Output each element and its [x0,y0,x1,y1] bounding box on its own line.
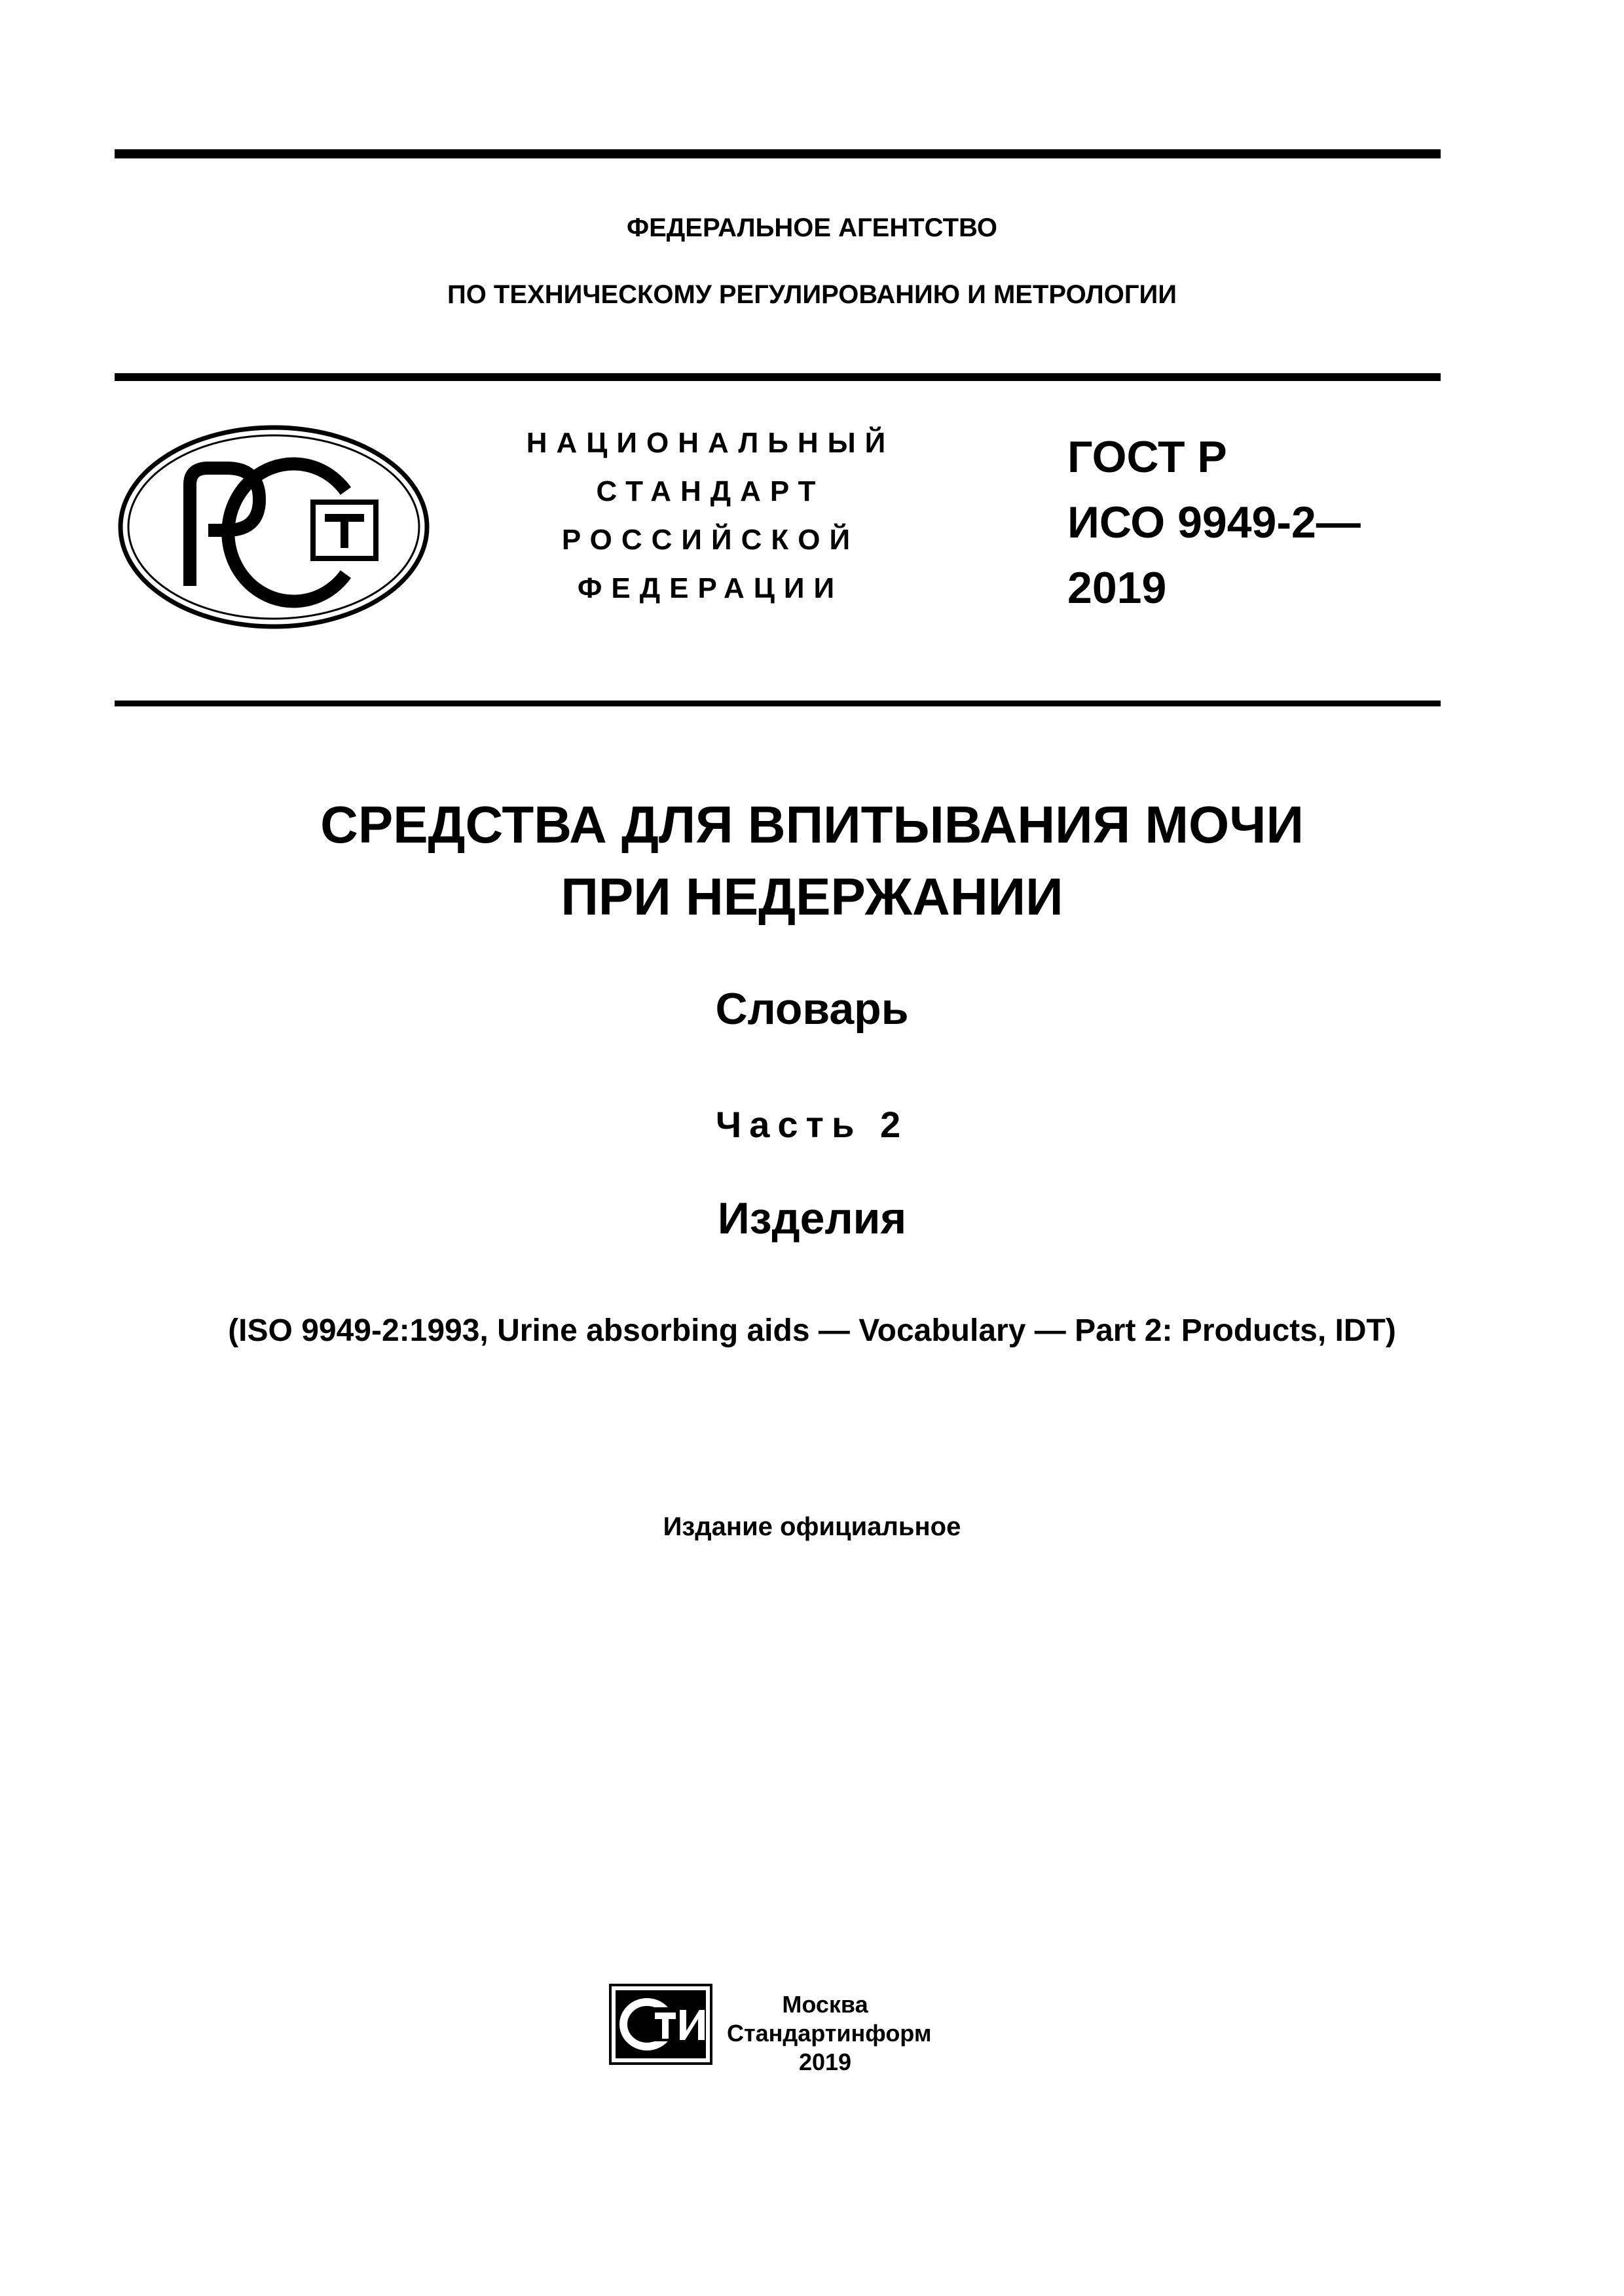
publisher-name: Стандартинформ [727,2020,932,2047]
designation-line-2: ИСО 9949-2— [1067,498,1361,547]
header-rule [115,373,1441,381]
agency-line-1: ФЕДЕРАЛЬНОЕ АГЕНТСТВО [626,213,998,242]
document-title [0,789,1624,933]
part-number: Часть 2 [715,1104,909,1145]
subtitle: Словарь [715,984,909,1034]
rst-emblem-icon [117,422,431,632]
designation-line-1: ГОСТ Р [1067,432,1227,482]
iso-reference: (ISO 9949-2:1993, Urine absorbing aids — Vocabulary — Part 2: Products, IDT) [228,1313,1396,1348]
national-standard-line-1: НАЦИОНАЛЬНЫЙ [526,427,895,459]
national-standard-line-4: ФЕДЕРАЦИИ [577,572,844,604]
part-title: Изделия [717,1194,907,1243]
edition-label: Издание официальное [663,1512,961,1541]
top-rule [115,149,1441,158]
standartinform-logo-icon [609,1984,712,2065]
designation-line-3: 2019 [1067,563,1167,613]
publisher-year: 2019 [798,2049,852,2075]
designation-rule [115,701,1441,706]
national-standard-label [488,419,933,613]
agency-line-2: ПО ТЕХНИЧЕСКОМУ РЕГУЛИРОВАНИЮ И МЕТРОЛОГИИ [447,280,1177,309]
title-line-1: СРЕДСТВА ДЛЯ ВПИТЫВАНИЯ МОЧИ [320,795,1304,854]
publisher-info [727,1990,932,2077]
standard-designation [1067,424,1434,621]
title-line-2: ПРИ НЕДЕРЖАНИИ [561,867,1063,926]
national-standard-line-3: РОССИЙСКОЙ [561,524,860,556]
publisher-city: Москва [782,1991,868,2018]
national-standard-line-2: СТАНДАРТ [596,475,825,507]
